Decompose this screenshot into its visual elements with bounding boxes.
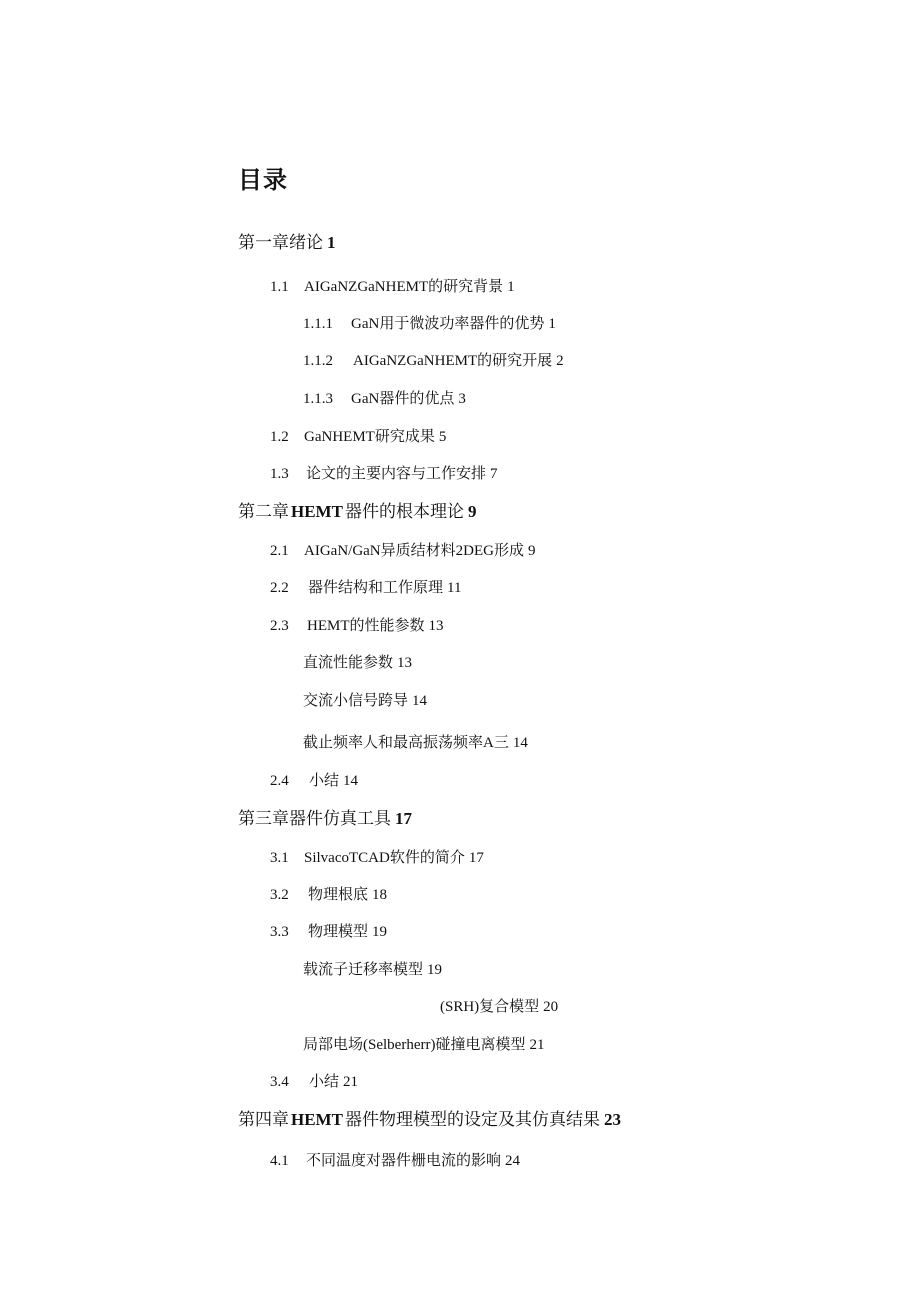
section-number: 1.1.3 [303, 391, 333, 407]
page-number: 19 [427, 962, 443, 978]
section-title: GaNHEMT研究成果 [304, 429, 435, 445]
chapter-title: 第三章器件仿真工具 [238, 809, 391, 828]
section-title: 物理模型 [308, 924, 369, 940]
section-number: 1.1.1 [303, 316, 333, 332]
toc-chapter-2[interactable] [238, 502, 476, 522]
section-number: 1.1.2 [303, 353, 333, 369]
page-number: 21 [529, 1037, 545, 1053]
page-number: 7 [490, 466, 498, 482]
page-number: 14 [343, 773, 359, 789]
page-number: 2 [556, 353, 564, 369]
chapter-title: 第一章绪论 [238, 233, 323, 252]
toc-title: 目录 [238, 166, 288, 194]
section-number: 2.4 [270, 773, 289, 789]
section-number: 1.1 [270, 279, 289, 295]
chapter-title-prefix: 第二章 [238, 502, 289, 521]
section-number: 2.1 [270, 543, 289, 559]
page-number: 5 [438, 429, 447, 445]
toc-entry-3-1[interactable] [270, 848, 484, 868]
page-number: 20 [543, 999, 559, 1015]
section-title: 局部电场(Selberherr)碰撞电离模型 [303, 1037, 526, 1053]
section-title: SilvacoTCAD软件的简介 [304, 850, 465, 866]
toc-entry-1-2[interactable] [270, 427, 446, 447]
section-number: 2.2 [270, 580, 289, 596]
chapter-title-bold: HEMT [291, 1110, 343, 1129]
toc-entry-2-2[interactable] [270, 578, 461, 598]
toc-entry-3-2[interactable] [270, 885, 387, 905]
page-number: 17 [468, 850, 484, 866]
toc-entry-2-3-c[interactable] [303, 733, 528, 753]
section-title: (SRH)复合模型 [440, 999, 540, 1015]
chapter-title: 器件的根本理论 [344, 502, 464, 521]
page-number: 13 [397, 655, 413, 671]
section-number: 3.3 [270, 924, 289, 940]
toc-entry-2-3-a[interactable] [303, 653, 412, 673]
page-number: 11 [447, 580, 462, 596]
toc-entry-2-4[interactable] [270, 771, 358, 791]
section-title: AIGaNZGaNHEMT的研究背景 [304, 279, 504, 295]
toc-entry-3-3-b[interactable] [440, 997, 558, 1017]
toc-entry-3-4[interactable] [270, 1072, 358, 1092]
section-title: GaN用于微波功率器件的优势 [351, 316, 545, 332]
page-number: 9 [467, 502, 477, 521]
page-number: 9 [527, 543, 536, 559]
toc-entry-3-3[interactable] [270, 922, 387, 942]
page-number: 1 [507, 279, 515, 295]
chapter-title: 器件物理模型的设定及其仿真结果 [344, 1110, 600, 1129]
section-title: 小结 [309, 1074, 340, 1090]
section-number: 3.1 [270, 850, 289, 866]
page-number: 13 [428, 618, 444, 634]
toc-entry-2-1[interactable] [270, 541, 535, 561]
section-number: 3.4 [270, 1074, 289, 1090]
toc-entry-3-3-c[interactable] [303, 1035, 544, 1055]
toc-entry-1-1-1[interactable] [303, 314, 556, 334]
toc-entry-2-3[interactable] [270, 616, 444, 636]
page-number: 19 [372, 924, 388, 940]
section-title: AIGaN/GaN异质结材料2DEG形成 [304, 543, 524, 559]
toc-entry-1-3[interactable] [270, 464, 498, 484]
page-number: 18 [372, 887, 388, 903]
page-number: 1 [548, 316, 556, 332]
section-title: 器件结构和工作原理 [308, 580, 444, 596]
toc-entry-1-1-3[interactable] [303, 389, 466, 409]
section-title: 截止频率人和最高振荡频率A三 [303, 735, 509, 751]
toc-entry-1-1-2[interactable] [303, 351, 564, 371]
page-number: 23 [603, 1110, 621, 1129]
toc-entry-4-1[interactable] [270, 1151, 520, 1171]
toc-chapter-1[interactable] [238, 233, 336, 253]
section-title: AIGaNZGaNHEMT的研究开展 [353, 353, 553, 369]
page-number: 1 [327, 233, 336, 252]
page-number: 24 [505, 1153, 521, 1169]
section-title: 物理根底 [308, 887, 369, 903]
section-title: 小结 [309, 773, 340, 789]
section-number: 2.3 [270, 618, 289, 634]
section-title: GaN器件的优点 [351, 391, 455, 407]
page-number: 14 [412, 693, 428, 709]
toc-entry-1-1[interactable] [270, 277, 515, 297]
page-number: 17 [395, 809, 412, 828]
toc-entry-2-3-b[interactable] [303, 691, 427, 711]
section-number: 1.2 [270, 429, 289, 445]
chapter-title-bold: HEMT [291, 502, 343, 521]
section-number: 1.3 [270, 466, 289, 482]
page-number: 3 [458, 391, 466, 407]
section-title: 交流小信号跨导 [303, 693, 409, 709]
section-number: 4.1 [270, 1153, 289, 1169]
section-title: 论文的主要内容与工作安排 [306, 466, 487, 482]
toc-chapter-3[interactable] [238, 809, 412, 829]
section-title: HEMT的性能参数 [307, 618, 425, 634]
toc-chapter-4[interactable] [238, 1110, 621, 1130]
page-number: 21 [343, 1074, 359, 1090]
section-title: 不同温度对器件栅电流的影响 [306, 1153, 502, 1169]
toc-entry-3-3-a[interactable] [303, 960, 442, 980]
section-number: 3.2 [270, 887, 289, 903]
section-title: 直流性能参数 [303, 655, 394, 671]
chapter-title-prefix: 第四章 [238, 1110, 289, 1129]
page-number: 14 [512, 735, 528, 751]
section-title: 载流子迁移率模型 [303, 962, 424, 978]
